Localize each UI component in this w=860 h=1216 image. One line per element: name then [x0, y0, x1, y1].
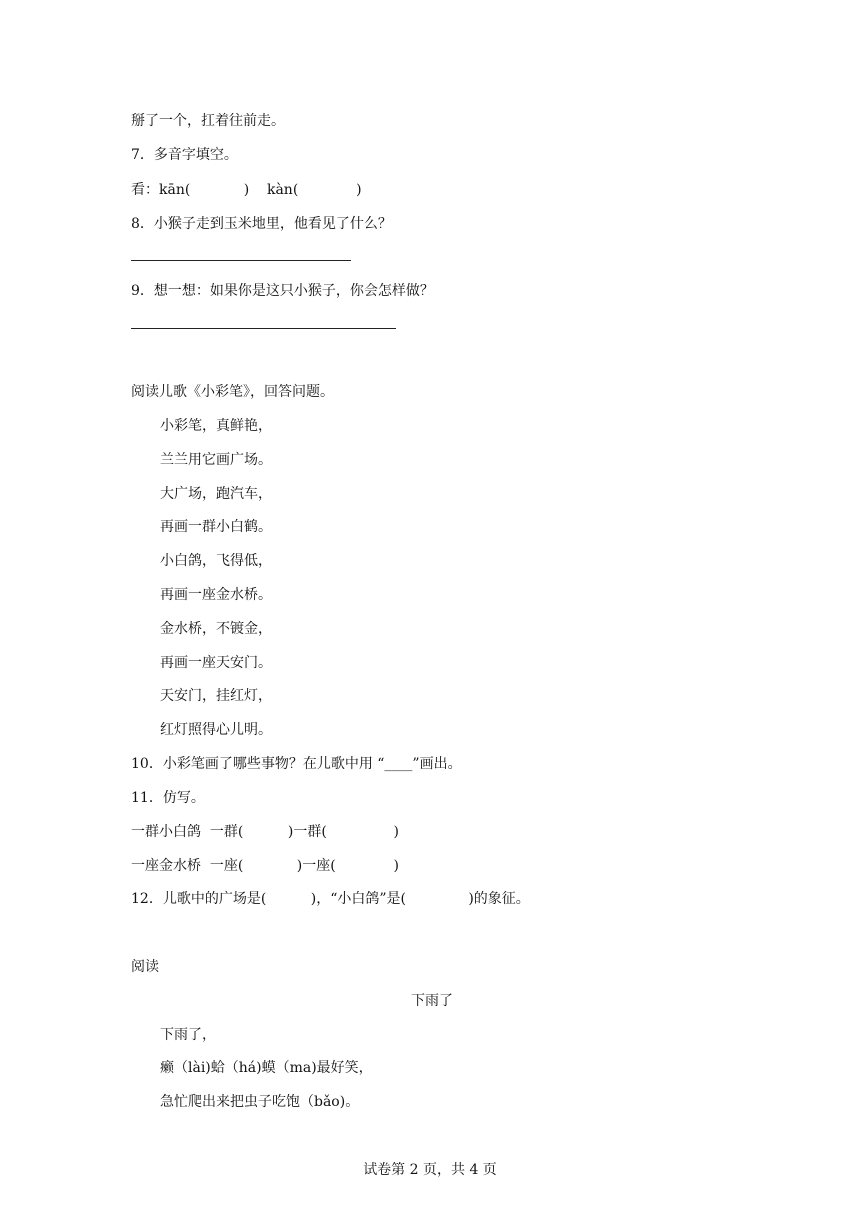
poem-line: 金水桥，不镀金， — [160, 621, 272, 637]
poem2-line: 下雨了， — [160, 1027, 216, 1043]
poem-line: 红灯照得心儿明。 — [160, 722, 272, 738]
poem-line: 再画一座天安门。 — [160, 655, 272, 671]
question-12: 12．儿歌中的广场是( )，“小白鸽”是( )的象征。 — [131, 891, 530, 907]
page-footer: 试卷第 2 页，共 4 页 — [363, 1162, 497, 1178]
poem-line: 大广场，跑汽车， — [160, 486, 272, 502]
poem-line: 再画一群小白鹤。 — [160, 519, 272, 535]
question-7-fill: 看：kān( ) kàn( ) — [131, 182, 362, 198]
question-11-row1: 一群小白鸽 一群( )一群( ) — [131, 824, 400, 840]
question-11-row2: 一座金水桥 一座( )一座( ) — [131, 858, 400, 874]
text-line: 掰了一个，扛着往前走。 — [131, 113, 285, 129]
question-10: 10．小彩笔画了哪些事物？在儿歌中用 “____”画出。 — [131, 756, 462, 772]
poem-line: 小彩笔，真鲜艳， — [160, 418, 272, 434]
passage-title: 下雨了 — [411, 993, 453, 1009]
reading-intro: 阅读儿歌《小彩笔》，回答问题。 — [131, 384, 334, 400]
question-9: 9．想一想：如果你是这只小猴子，你会怎样做？ — [131, 283, 434, 299]
poem-line: 兰兰用它画广场。 — [160, 452, 272, 468]
question-11: 11．仿写。 — [131, 790, 205, 806]
poem-line: 再画一座金水桥。 — [160, 587, 272, 603]
answer-line-8 — [131, 260, 351, 261]
poem-line: 天安门，挂红灯， — [160, 688, 272, 704]
poem2-line: 急忙爬出来把虫子吃饱（bǎo)。 — [160, 1094, 360, 1110]
poem-line: 小白鸽，飞得低， — [160, 553, 272, 569]
poem2-line: 癞（lài)蛤（há)蟆（ma)最好笑， — [160, 1060, 373, 1076]
reading-intro-2: 阅读 — [131, 959, 159, 975]
question-7: 7．多音字填空。 — [131, 147, 238, 163]
answer-line-9 — [131, 328, 396, 329]
question-8: 8．小猴子走到玉米地里，他看见了什么？ — [131, 216, 392, 232]
